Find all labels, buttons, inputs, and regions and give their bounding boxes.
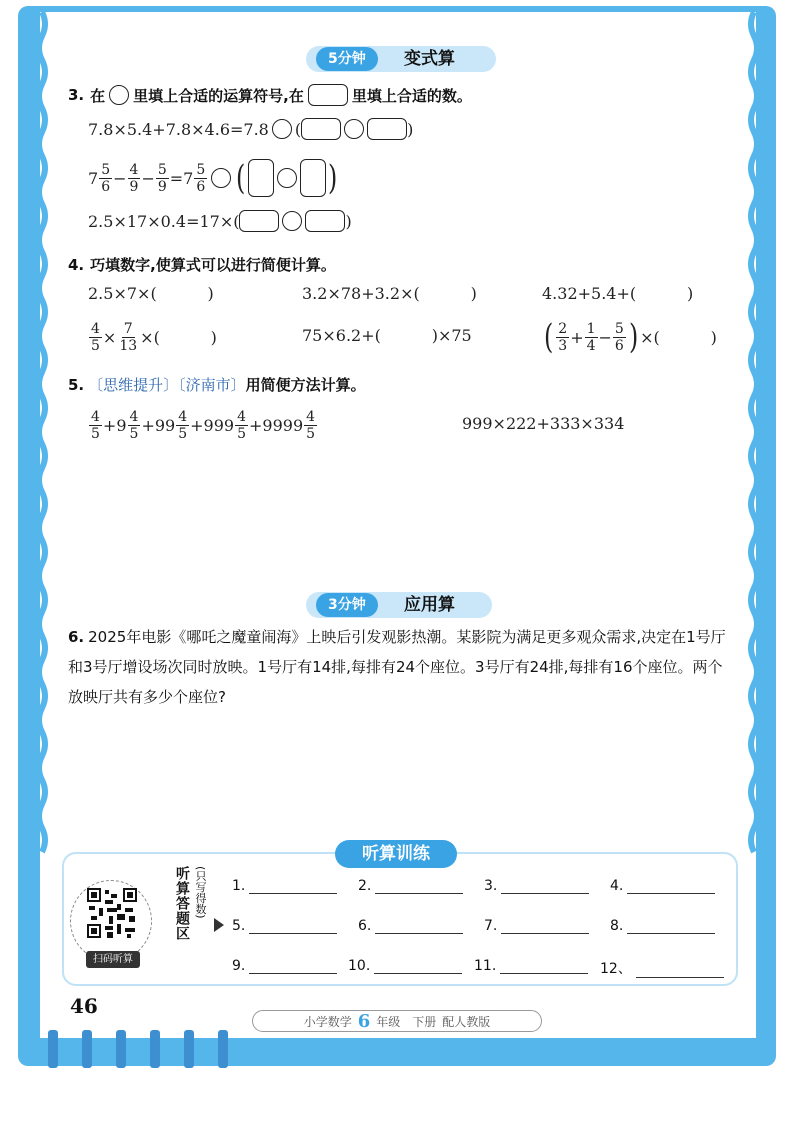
- answer-slot[interactable]: 2.: [358, 878, 463, 894]
- answer-slot[interactable]: 5.: [232, 918, 337, 934]
- binding-tab: [150, 1030, 160, 1068]
- answer-slot[interactable]: 8.: [610, 918, 715, 934]
- binding-tab: [184, 1030, 194, 1068]
- q3-line-2: 7 $\frac{5}{6}$ − $\frac{4}{9}$ − $\frac{5}{9}$ =7 $\frac{5}{6}$ ( ): [88, 158, 337, 198]
- operator-blank[interactable]: [272, 119, 292, 139]
- answer-slot[interactable]: 11.: [474, 958, 588, 974]
- binding-tab: [82, 1030, 92, 1068]
- q5-expression-1: $\frac{4}{5}$ + 9 $\frac{4}{5}$ + 99 $\frac{4}{5}$ + 999 $\frac{4}{5}$ + 9999 $\frac{4}{5}$: [91, 408, 316, 442]
- q5-expression-2: 999×222+333×334: [462, 414, 625, 433]
- answer-slot[interactable]: 12、: [600, 958, 724, 978]
- q3-line-3: 2.5×17×0.4=17× ( ): [88, 211, 352, 231]
- operator-blank[interactable]: [211, 168, 231, 188]
- tag-thinking: 〔思维提升〕: [88, 376, 179, 394]
- arrow-right-icon: [214, 918, 224, 932]
- qr-code-icon[interactable]: [87, 888, 137, 938]
- number-blank[interactable]: [300, 159, 326, 197]
- answer-slot[interactable]: 3.: [484, 878, 589, 894]
- answer-slot[interactable]: 6.: [358, 918, 463, 934]
- q4-item-f[interactable]: ( $\frac{2}{3}$ + $\frac{1}{4}$ − $\frac{5}{6}$ ) ×( ): [543, 317, 717, 357]
- operator-blank[interactable]: [344, 119, 364, 139]
- q3-line-1: 7.8×5.4+7.8×4.6=7.8 ( ): [88, 119, 414, 139]
- q4-item-e[interactable]: 75×6.2+( )×75: [302, 326, 472, 345]
- operator-blank[interactable]: [282, 211, 302, 231]
- answer-slot[interactable]: 4.: [610, 878, 715, 894]
- q4-item-b[interactable]: 3.2×78+3.2×( ): [302, 284, 477, 303]
- binding-tab: [116, 1030, 126, 1068]
- q4-item-c[interactable]: 4.32+5.4+( ): [542, 284, 694, 303]
- number-blank[interactable]: [305, 210, 345, 232]
- answer-area-note: (只写得数): [194, 866, 207, 919]
- q4-item-d[interactable]: $\frac{4}{5}$ × $\frac{7}{13}$ ×( ): [91, 320, 217, 354]
- section-badge: 3分钟: [316, 593, 378, 617]
- circle-blank-icon: [109, 85, 129, 105]
- answer-area-label: 听算答题区: [174, 866, 190, 941]
- scan-label: 扫码听算: [86, 951, 140, 968]
- section-title: 变式算: [404, 49, 455, 69]
- section-badge: 5分钟: [316, 47, 378, 71]
- binding-tab: [48, 1030, 58, 1068]
- number-blank[interactable]: [367, 118, 407, 140]
- answer-slot[interactable]: 9.: [232, 958, 337, 974]
- binding-tab: [218, 1030, 228, 1068]
- q4-item-a[interactable]: 2.5×7×( ): [88, 284, 214, 303]
- answer-slot[interactable]: 10.: [348, 958, 462, 974]
- number-blank[interactable]: [248, 159, 274, 197]
- tag-region: 〔济南市〕: [178, 376, 246, 394]
- section-title: 应用算: [404, 595, 455, 615]
- listening-title: 听算训练: [335, 840, 457, 868]
- question-4-stem: 4. 巧填数字,使算式可以进行简便计算。: [68, 256, 336, 274]
- section-header-5min: [306, 46, 496, 72]
- page-number: 46: [70, 994, 98, 1018]
- operator-blank[interactable]: [277, 168, 297, 188]
- section-header-3min: [306, 592, 492, 618]
- book-info: 小学数学 6 年级 下册 配人教版: [252, 1010, 542, 1032]
- answer-slot[interactable]: 1.: [232, 878, 337, 894]
- number-blank[interactable]: [301, 118, 341, 140]
- question-5-stem: 5. 〔思维提升〕〔济南市〕用简便方法计算。: [68, 376, 366, 394]
- answer-slot[interactable]: 7.: [484, 918, 589, 934]
- number-blank[interactable]: [239, 210, 279, 232]
- box-blank-icon: [308, 84, 348, 106]
- question-3-stem: 3. 在 里填上合适的运算符号,在 里填上合适的数。: [68, 86, 472, 105]
- question-6: 6. 2025年电影《哪吒之魔童闹海》上映后引发观影热潮。某影院为满足更多观众需求,决定在1号厅和3号厅增设场次同时放映。1号厅有14排,每排有24个座位。3号厅有24排,每排有16个座位。两个放映厅共有多少个座位?: [68, 628, 726, 706]
